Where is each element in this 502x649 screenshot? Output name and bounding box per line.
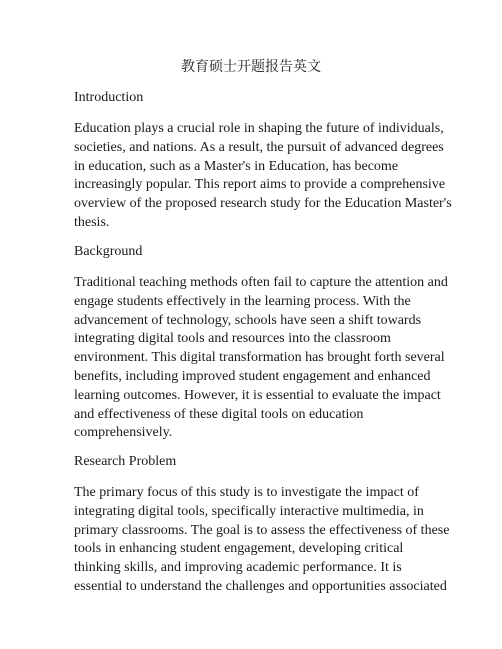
paragraph-line: Traditional teaching methods often fail to capture the attention and [74,275,448,290]
section-heading-research-problem: Research Problem [74,454,177,469]
paragraph-line: environment. This digital transformation has brought forth several [74,350,445,366]
paragraph-line: thesis. [74,214,110,230]
paragraph-line: societies, and nations. As a result, the pursuit of advanced degrees [74,139,444,155]
paragraph-background [74,274,448,443]
section-heading-background: Background [74,244,143,259]
paragraph-line: tools in enhancing student engagement, developing critical [74,541,404,557]
paragraph-line: increasingly popular. This report aims to provide a comprehensive [74,177,446,193]
paragraph-line: Education plays a crucial role in shaping the future of individuals, [74,121,444,136]
paragraph-line: advancement of technology, schools have seen a shift towards [74,312,422,328]
paragraph-line: integrating digital tools and resources into the classroom [74,331,391,347]
paragraph-line: essential to understand the challenges and opportunities associated [74,578,447,594]
paragraph-line: integrating digital tools, specifically interactive multimedia, in [74,503,424,519]
paragraph-line: learning outcomes. However, it is essential to evaluate the impact [74,387,441,403]
paragraph-line: in education, such as a Master's in Education, has become [74,158,399,174]
paragraph-line: engage students effectively in the learning process. With the [74,293,411,309]
paragraph-line: and effectiveness of these digital tools on education [74,406,364,422]
section-heading-introduction: Introduction [74,90,144,105]
paragraph-introduction [74,120,452,233]
paragraph-line: thinking skills, and improving academic performance. It is [74,560,402,576]
document-title: 教育硕士开题报告英文 [181,60,321,75]
paragraph-line: benefits, including improved student engagement and enhanced [74,368,431,384]
paragraph-line: overview of the proposed research study for the Education Master's [74,196,452,212]
paragraph-line: comprehensively. [74,425,173,441]
paragraph-research-problem [74,484,449,597]
paragraph-line: The primary focus of this study is to investigate the impact of [74,485,419,500]
paragraph-line: primary classrooms. The goal is to assess the effectiveness of these [74,522,450,538]
